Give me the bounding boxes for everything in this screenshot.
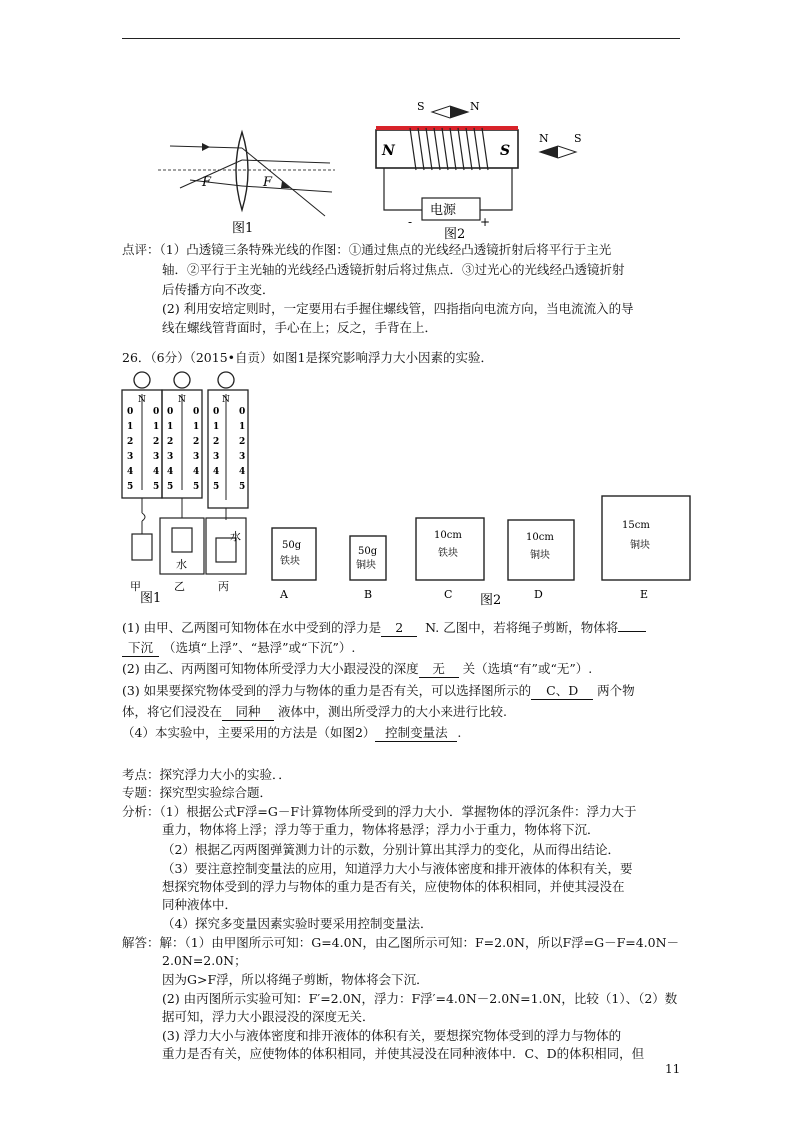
solution-line-2: 2.0N=2.0N； — [162, 953, 247, 968]
answer-4: （4）本实验中，主要采用的方法是（如图2） 控制变量法 . — [122, 725, 462, 740]
svg-text:50g: 50g — [358, 546, 378, 557]
svg-text:铜块: 铜块 — [530, 550, 550, 561]
block-b — [350, 536, 386, 601]
label-yi: 乙 — [174, 580, 185, 593]
analysis-line-6: （3）要注意控制变量法的应用，知道浮力大小与液体密度和排开液体的体积有关，要 — [162, 861, 633, 876]
label-jia: 甲 — [130, 580, 141, 593]
fig2-top-caption: 图2 — [444, 227, 466, 240]
scale-number-c: 2 — [213, 437, 220, 447]
fig2-caption: 图2 — [480, 593, 502, 608]
scale-number-a: 5 — [127, 482, 134, 492]
comment-line-5: 线在螺线管背面时，手心在上；反之，手背在上． — [162, 320, 438, 335]
block-c — [416, 518, 484, 601]
magnet-s: S — [500, 143, 511, 159]
scale-number-c: 2 — [239, 437, 246, 447]
lens-focus-right: F — [263, 175, 273, 190]
solenoid-diagram — [372, 98, 602, 240]
analysis-zhuanti: 专题：探究型实验综合题． — [122, 785, 273, 800]
power-label: 电源 — [430, 203, 457, 218]
scale-number-a: 5 — [153, 482, 160, 492]
block-a — [272, 528, 316, 601]
compass-side-s: S — [574, 132, 582, 145]
svg-text:N: N — [178, 395, 186, 405]
scale-number-c: 4 — [213, 467, 220, 477]
svg-text:C: C — [444, 588, 453, 601]
spring-scale-a — [122, 372, 162, 560]
scale-number-b: 2 — [193, 437, 200, 447]
analysis-line-8: 同种液体中． — [162, 897, 238, 912]
scale-number-c: 1 — [213, 422, 220, 432]
scale-number-c: 3 — [239, 452, 246, 462]
answer-1: (1) 由甲、乙两图可知物体在水中受到的浮力是 2 N. 乙图中，若将绳子剪断，物体将 — [122, 618, 646, 637]
solution-line-4: (2) 由丙图所示实验可知：F′=2.0N，浮力：F浮′=4.0N－2.0N=1.0N，比较（1）、（2）数 — [162, 991, 678, 1006]
scale-number-b: 1 — [167, 422, 174, 432]
scale-number-b: 4 — [193, 467, 200, 477]
scale-number-b: 2 — [167, 437, 174, 447]
answer-3b: 体，将它们浸没在 同种 液体中，测出所受浮力的大小来进行比较. — [122, 704, 507, 719]
analysis-line-4: 重力，物体将上浮；浮力等于重力，物体将悬浮；浮力小于重力，物体将下沉． — [162, 822, 600, 837]
scale-number-b: 0 — [193, 407, 200, 417]
scale-number-c: 3 — [213, 452, 220, 462]
scale-number-a: 0 — [127, 407, 134, 417]
lens-focus-left: F — [202, 175, 212, 190]
solution-line-1: 解答：解：（1）由甲图所示可知：G=4.0N，由乙图所示可知：F=2.0N，所以F浮=G－F=4.0N－ — [122, 935, 680, 950]
svg-text:50g: 50g — [282, 540, 302, 551]
svg-text:铁块: 铁块 — [280, 556, 300, 567]
solution-line-6: (3) 浮力大小与液体密度和排开液体的体积有关，要想探究物体受到的浮力与物体的 — [162, 1028, 622, 1043]
svg-text:D: D — [534, 588, 543, 601]
magnet-n: N — [382, 143, 395, 159]
scale-number-a: 4 — [127, 467, 134, 477]
analysis-line-5: （2）根据乙丙两图弹簧测力计的示数，分别计算出其浮力的变化，从而得出结论． — [162, 842, 620, 857]
page-number: 11 — [665, 1062, 681, 1076]
solution-line-5: 据可知，浮力大小跟浸没的深度无关． — [162, 1009, 375, 1024]
svg-text:E: E — [640, 588, 649, 601]
scale-number-a: 1 — [127, 422, 134, 432]
scale-number-a: 3 — [127, 452, 134, 462]
svg-text:铁块: 铁块 — [438, 548, 458, 559]
scale-number-a: 1 — [153, 422, 160, 432]
scale-number-c: 0 — [213, 407, 220, 417]
scale-number-c: 1 — [239, 422, 246, 432]
answer-2: (2) 由乙、丙两图可知物体所受浮力大小跟浸没的深度 无 关（选填“有”或“无”）. — [122, 661, 593, 676]
scale-number-c: 0 — [239, 407, 246, 417]
svg-text:N: N — [138, 395, 146, 405]
lens-ray-diagram — [150, 118, 340, 238]
scale-number-b: 1 — [193, 422, 200, 432]
svg-text:铜块: 铜块 — [356, 560, 376, 571]
analysis-line-3: 分析：（1）根据公式F浮=G－F计算物体所受到的浮力大小．掌握物体的浮沉条件：浮力大于 — [122, 804, 637, 819]
svg-text:A: A — [280, 588, 288, 601]
svg-text:B: B — [364, 588, 373, 601]
comment-line-3: 后传播方向不改变． — [162, 282, 275, 297]
solution-line-7: 重力是否有关，应使物体的体积相同，并使其浸没在同种液体中．C、D的体积相同，但 — [162, 1046, 645, 1061]
scale-number-a: 2 — [153, 437, 160, 447]
scale-number-c: 5 — [239, 482, 246, 492]
answer-1b: 下沉 （选填“上浮”、“悬浮”或“下沉”）. — [122, 638, 355, 657]
compass-top-s: S — [417, 100, 425, 113]
block-e — [602, 496, 690, 601]
compass-side-n: N — [539, 132, 549, 145]
power-minus: - — [408, 215, 413, 229]
scale-number-c: 5 — [213, 482, 220, 492]
scale-number-c: 4 — [239, 467, 246, 477]
analysis-kaodian: 考点：探究浮力大小的实验．． — [122, 767, 291, 782]
fig1-top-caption: 图1 — [232, 221, 254, 236]
svg-text:10cm: 10cm — [434, 530, 462, 541]
scale-number-b: 0 — [167, 407, 174, 417]
svg-text:10cm: 10cm — [526, 532, 554, 543]
analysis-line-9: （4）探究多变量因素实验时要采用控制变量法． — [162, 916, 433, 931]
scale-number-b: 4 — [167, 467, 174, 477]
question-header: 26．（6分）（2015•自贡）如图1是探究影响浮力大小因素的实验． — [122, 350, 493, 365]
svg-text:铜块: 铜块 — [630, 540, 650, 551]
water-label-c: 水 — [230, 530, 241, 543]
block-d — [508, 520, 574, 601]
water-label-b: 水 — [176, 558, 187, 571]
scale-number-b: 5 — [193, 482, 200, 492]
buoyancy-experiment-figure — [118, 368, 698, 608]
scale-number-a: 2 — [127, 437, 134, 447]
svg-text:N: N — [222, 395, 230, 405]
comment-line-1: 点评：（1）凸透镜三条特殊光线的作图：①通过焦点的光线经凸透镜折射后将平行于主光 — [122, 242, 612, 257]
solution-line-3: 因为G>F浮，所以将绳子剪断，物体将会下沉． — [162, 972, 429, 987]
scale-number-b: 3 — [193, 452, 200, 462]
power-plus: + — [480, 215, 491, 229]
svg-text:15cm: 15cm — [622, 520, 650, 531]
label-bing: 丙 — [218, 580, 229, 593]
comment-line-2: 轴．②平行于主光轴的光线经凸透镜折射后将过焦点．③过光心的光线经凸透镜折射 — [162, 262, 625, 277]
scale-number-a: 0 — [153, 407, 160, 417]
scale-number-b: 5 — [167, 482, 174, 492]
scale-number-b: 3 — [167, 452, 174, 462]
answer-3: (3) 如果要探究物体受到的浮力与物体的重力是否有关，可以选择图所示的 C、D 两个物 — [122, 683, 635, 698]
scale-number-a: 3 — [153, 452, 160, 462]
fig1-caption: 图1 — [140, 591, 162, 606]
compass-top-n: N — [470, 100, 480, 113]
comment-line-4: (2) 利用安培定则时，一定要用右手握住螺线管，四指指向电流方向，当电流流入的导 — [162, 301, 634, 316]
scale-number-a: 4 — [153, 467, 160, 477]
header-rule — [122, 38, 680, 39]
analysis-line-7: 想探究物体受到的浮力与物体的重力是否有关，应使物体的体积相同，并使其浸没在 — [162, 879, 625, 894]
